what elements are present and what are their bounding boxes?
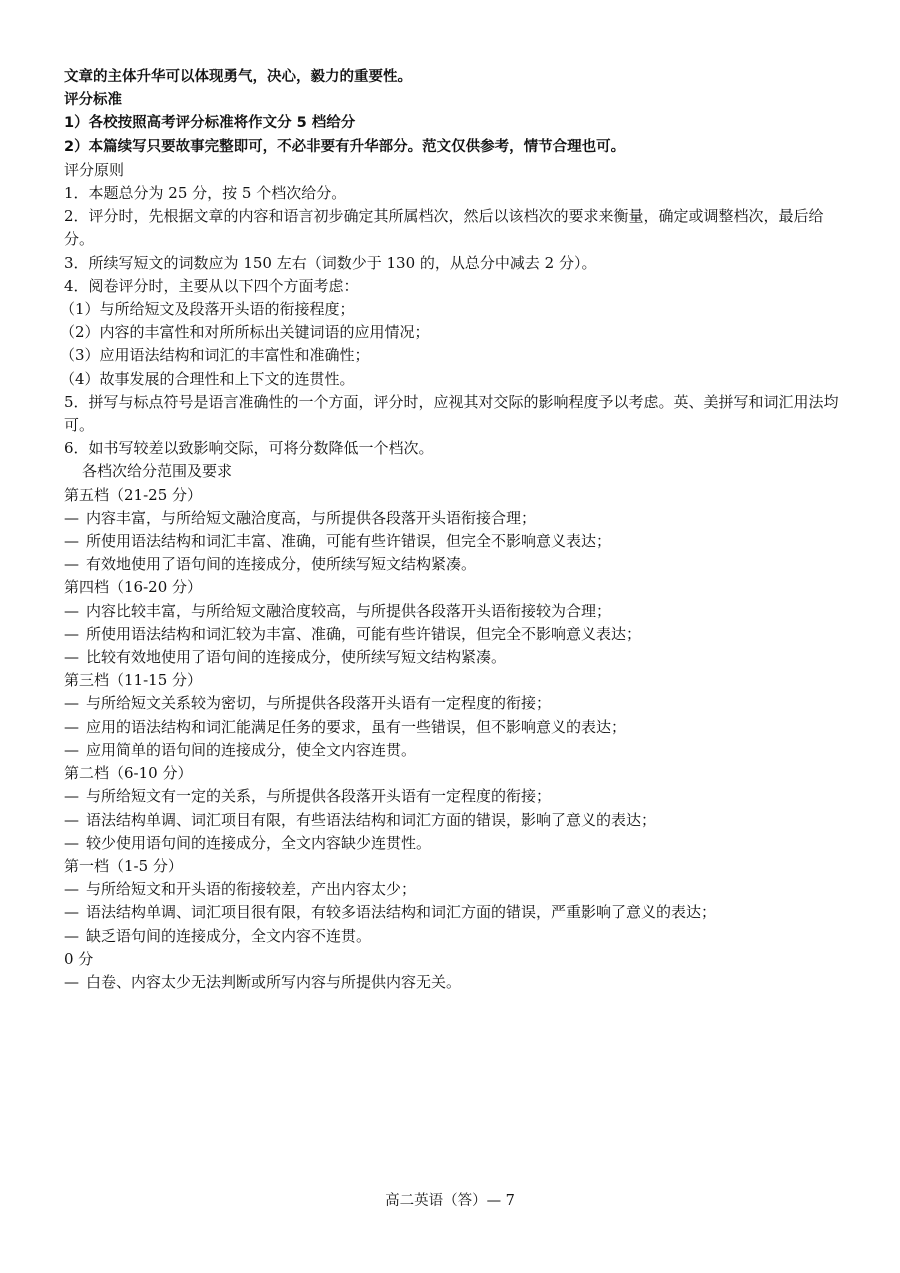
principle-sub-item: （3）应用语法结构和词汇的丰富性和准确性； — [60, 346, 370, 365]
scoring-rule-2: 2）本篇续写只要故事完整即可，不必非要有升华部分。范文仅供参考，情节合理也可。 — [64, 138, 626, 155]
band-point-text: 应用简单的语句间的连接成分，使全文内容连贯。 — [86, 740, 417, 759]
band-title: 第四档（16-20 分） — [64, 578, 203, 597]
band-point-text: 内容丰富，与所给短文融洽度高，与所提供各段落开头语衔接合理； — [86, 508, 537, 527]
band-point — [64, 785, 844, 808]
dash-marker: — — [64, 787, 79, 806]
dash-marker: — — [64, 601, 79, 620]
band-point — [64, 623, 844, 646]
principle-item: 5．拼写与标点符号是语言准确性的一个方面，评分时，应视其对交际的影响程度予以考虑。英、美拼写和词汇用法均可。 — [64, 392, 839, 435]
dash-marker: — — [64, 717, 79, 736]
dash-marker: — — [64, 880, 79, 899]
band-point-text: 所使用语法结构和词汇较为丰富、准确，可能有些许错误，但完全不影响意义表达； — [86, 624, 642, 643]
page-content — [60, 66, 844, 994]
band-point-text: 与所给短文关系较为密切，与所提供各段落开头语有一定程度的衔接； — [86, 694, 552, 713]
band-point — [64, 901, 844, 924]
band-point — [64, 507, 844, 530]
band-point — [64, 530, 844, 553]
band-title: 0 分 — [64, 949, 94, 968]
dash-marker: — — [64, 555, 79, 574]
band-point-text: 语法结构单调、词汇项目很有限，有较多语法结构和词汇方面的错误，严重影响了意义的表达； — [86, 903, 717, 922]
band-point — [64, 971, 844, 994]
bands-list — [64, 484, 844, 994]
dash-marker: — — [64, 694, 79, 713]
dash-marker: — — [64, 740, 79, 759]
dash-marker: — — [64, 624, 79, 643]
page-footer: 高二英语（答）— 7 — [385, 1193, 515, 1209]
band-point-text: 与所给短文有一定的关系，与所提供各段落开头语有一定程度的衔接； — [86, 787, 552, 806]
principle-item: 1．本题总分为 25 分，按 5 个档次给分。 — [64, 184, 347, 203]
band-title: 第二档（6-10 分） — [64, 764, 193, 783]
band-point-text: 有效地使用了语句间的连接成分，使所续写短文结构紧凑。 — [86, 555, 477, 574]
principle-sub-item: （2）内容的丰富性和对所所标出关键词语的应用情况； — [60, 323, 430, 342]
dash-marker: — — [64, 833, 79, 852]
band-point-text: 比较有效地使用了语句间的连接成分，使所续写短文结构紧凑。 — [86, 648, 507, 667]
principle-sub-item: （4）故事发展的合理性和上下文的连贯性。 — [60, 369, 355, 388]
dash-marker: — — [64, 926, 79, 945]
bands-heading: 各档次给分范围及要求 — [82, 462, 233, 481]
band-point-text: 语法结构单调、词汇项目有限，有些语法结构和词汇方面的错误，影响了意义的表达； — [86, 810, 657, 829]
band-point-text: 较少使用语句间的连接成分，全文内容缺少连贯性。 — [86, 833, 432, 852]
dash-marker: — — [64, 972, 79, 991]
principle-item: 2．评分时，先根据文章的内容和语言初步确定其所属档次，然后以该档次的要求来衡量，确定或调整档次，最后给分。 — [64, 207, 824, 249]
intro-summary: 文章的主体升华可以体现勇气，决心，毅力的重要性。 — [64, 69, 412, 85]
band-point-text: 与所给短文和开头语的衔接较差，产出内容太少； — [86, 880, 417, 899]
scoring-standard-heading: 评分标准 — [64, 92, 122, 109]
dash-marker: — — [64, 903, 79, 922]
principle-item: 4．阅卷评分时，主要从以下四个方面考虑： — [64, 276, 359, 295]
band-point-text: 所使用语法结构和词汇丰富、准确，可能有些许错误，但完全不影响意义表达； — [86, 532, 612, 551]
band-point — [64, 925, 844, 948]
band-point — [64, 646, 844, 669]
scoring-rule-1: 1）各校按照高考评分标准将作文分 5 档给分 — [64, 115, 356, 132]
band-point — [64, 739, 844, 762]
principles-heading: 评分原则 — [64, 160, 125, 179]
band-point — [64, 692, 844, 715]
band-title: 第一档（1-5 分） — [64, 856, 183, 875]
band-title: 第五档（21-25 分） — [64, 485, 203, 504]
band-point-text: 内容比较丰富，与所给短文融洽度较高，与所提供各段落开头语衔接较为合理； — [86, 601, 612, 620]
band-point — [64, 832, 844, 855]
principle-sub-item: （1）与所给短文及段落开头语的衔接程度； — [60, 300, 355, 319]
principle-item: 6．如书写较差以致影响交际，可将分数降低一个档次。 — [64, 439, 434, 458]
dash-marker: — — [64, 532, 79, 551]
principle-item: 3．所续写短文的词数应为 150 左右（词数少于 130 的，从总分中减去 2 分）。 — [64, 253, 597, 272]
dash-marker: — — [64, 810, 79, 829]
band-point — [64, 716, 844, 739]
band-point — [64, 553, 844, 576]
band-point-text: 白卷、内容太少无法判断或所写内容与所提供内容无关。 — [86, 972, 462, 991]
band-point — [64, 878, 844, 901]
band-point — [64, 600, 844, 623]
band-point-text: 缺乏语句间的连接成分，全文内容不连贯。 — [86, 926, 372, 945]
dash-marker: — — [64, 508, 79, 527]
band-point — [64, 809, 844, 832]
dash-marker: — — [64, 648, 79, 667]
band-point-text: 应用的语法结构和词汇能满足任务的要求，虽有一些错误，但不影响意义的表达； — [86, 717, 627, 736]
band-title: 第三档（11-15 分） — [64, 671, 203, 690]
